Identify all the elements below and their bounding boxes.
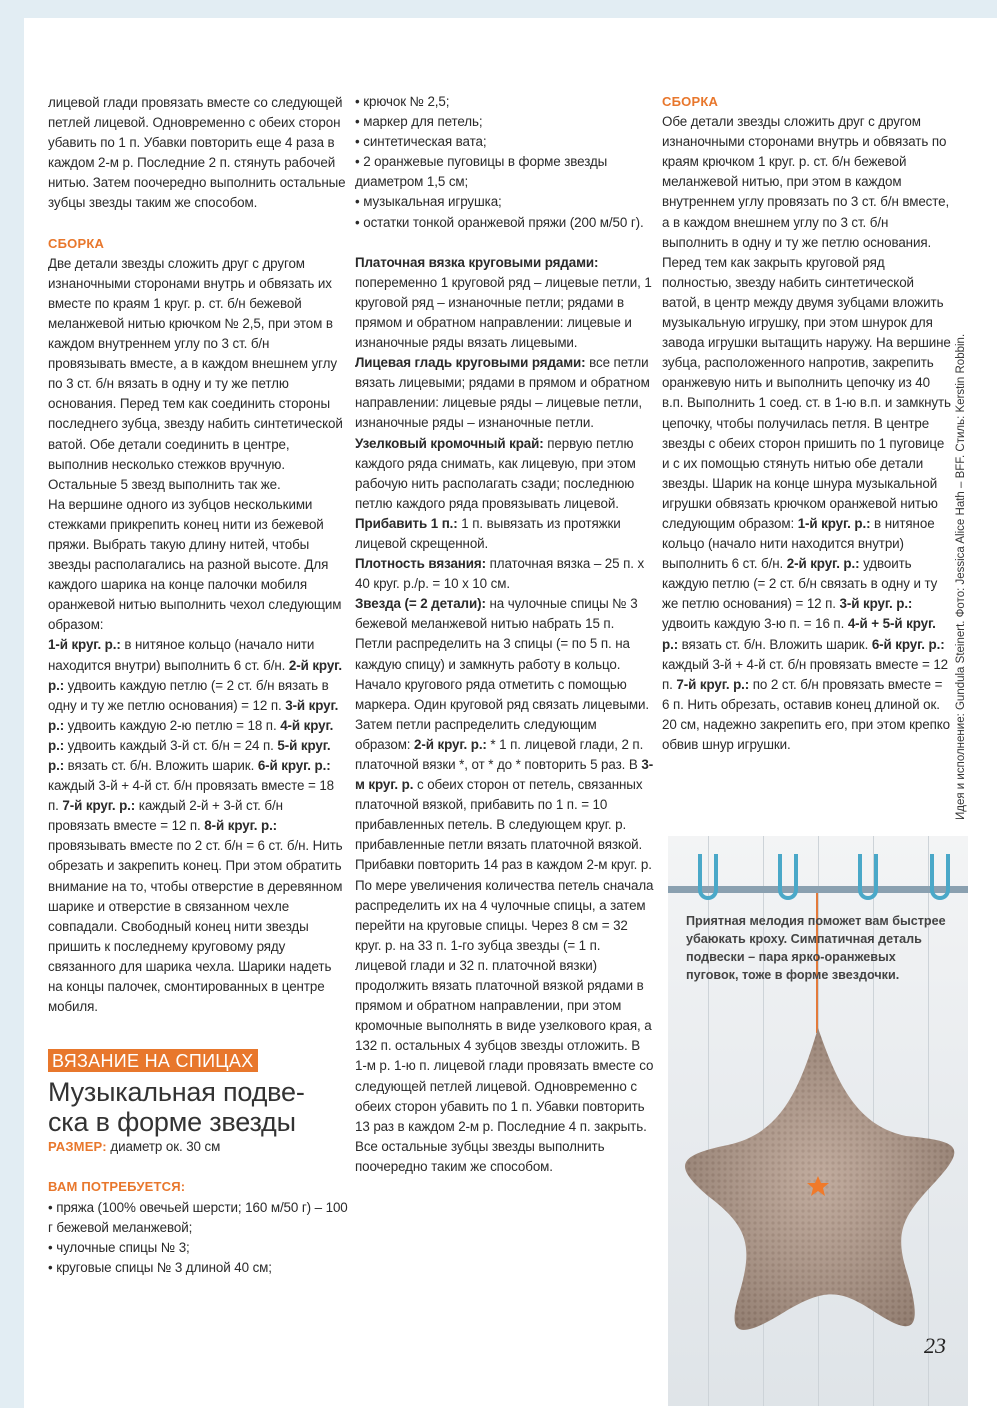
paragraph-rounds: 1-й круг. р.: в нитяное кольцо (начало нити находится внутри) выполнить 6 ст. б/н. 2-й круг. р.: удвоить каждую петлю (= 2 ст. б/н вязать в одну и ту же петлю основания) = 12 п. 3-й круг. р.: удвоить каждую 2-ю петлю = 18 п. 4-й круг. р.: удвоить каждый 3-й ст. б/н = 24 п. 5-й круг. р.: вязать ст. б/н. Вложить шарик. 6-й круг. р.: каждый 3-й + 4-й ст. б/н провязать вместе = 18 п. 7-й круг. р.: каждый 2-й + 3-й ст. б/н провязать вместе = 12 п. 8-й круг. р.: провязывать вместе по 2 ст. б/н = 6 ст. б/н. Нить обрезать и закрепить конец. При этом обратить внимание на то, чтобы отверстие в деревянном шарике и отверстие в связанном чехле совпадали. Свободный конец нити звезды пришить к последнему круговому ряду связанного для шарика чехла. Шарики надеть на концы палочек, смонтированных в центре мобиля. [48, 637, 343, 1015]
paragraph: Две детали звезды сложить друг с другом изнаночными сторонами внутрь и обвязать их вместе по краям 1 круг. р. ст. б/н бежевой меланжевой нитью крючком № 2,5, при этом в каждом внутреннем углу по 3 ст. б/н провязывать вместе, а в каждом внешнем углу по 3 ст. б/н вязать в одну и ту же петлю основания. Перед тем как соединить стороны последнего зубца, звезду набить синтетической ватой. Обе детали соединить в центре, выполнив несколько стежков вручную. Остальные 5 звезд выполнить так же. [48, 255, 343, 492]
page-number: 23 [924, 1333, 946, 1358]
list-item: • 2 оранжевые пуговицы в форме звезды диаметром 1,5 см; [355, 152, 655, 192]
section-heading: СБОРКА [48, 235, 105, 251]
list-item: • круговые спицы № 3 длиной 40 см; [48, 1258, 348, 1278]
column-middle [355, 92, 655, 1177]
list-item: • остатки тонкой оранжевой пряжи (200 м/50 г). [355, 213, 655, 233]
paragraph: Узелковый кромочный край: первую петлю каждого ряда снимать, как лицевую, при этом рабочую нить располагать сзади; последнюю петлю каждого ряда провязывать лицевой. [355, 435, 636, 511]
paragraph: Прибавить 1 п.: 1 п. вывязать из протяжки лицевой скрещенной. [355, 515, 621, 551]
column-left [48, 93, 348, 1278]
paragraph: Лицевая гладь круговыми рядами: все петли вязать лицевыми; рядами в прямом и обратном направлении: лицевые ряды – лицевые петли, изнаночные ряды – изнаночные петли. [355, 355, 650, 431]
list-item: • синтетическая вата; [355, 132, 655, 152]
photo-credits: Идея и исполнение: Gundula Steinert. Фото: Jessica Alice Hath – BFF. Стиль: Kerstin Robbin. [955, 333, 967, 820]
materials-heading: ВАМ ПОТРЕБУЕТСЯ: [48, 1179, 186, 1195]
paragraph: Платочная вязка круговыми рядами: попеременно 1 круговой ряд – лицевые петли, 1 круговой ряд – изнаночные петли; рядами в прямом и обратном направлении: лицевые и изнаночные ряды вязать лицевыми. [355, 254, 652, 351]
list-item: • музыкальная игрушка; [355, 192, 655, 212]
size-line: РАЗМЕР: диаметр ок. 30 см [48, 1139, 221, 1155]
column-right [662, 92, 952, 755]
paragraph: Все остальные зубцы звезды выполнить поочередно таким же способом. [355, 1138, 605, 1174]
category-label: ВЯЗАНИЕ НА СПИЦАХ [48, 1049, 258, 1072]
article-title: Музыкальная подве- ска в форме звезды [48, 1077, 305, 1138]
paragraph: Звезда (= 2 детали): на чулочные спицы № 3 бежевой меланжевой нитью набрать 15 п. Петли распределить на 3 спицы (= по 5 п. на каждую спицу) и замкнуть работу в кольцо. Начало кругового ряда отметить с помощью маркера. Один круговой ряд связать лицевыми. Затем петли распределить следующим образом: 2-й круг. р.: * 1 п. лицевой глади, 2 п. платочной вязки *, от * до * повторить 5 раз. В 3-м круг. р. с обеих сторон от петель, связанных платочной вязкой, прибавить по 1 п. = 10 прибавленных петель. В следующем круг. р. прибавленные петли вязать платочной вязкой. Прибавки повторить 14 раз в каждом 2-м круг. р. По мере увеличения количества петель сначала распределить их на 4 чулочные спицы, а затем перейти на круговые спицы. Через 8 см = 32 круг. р. на 33 п. 1-го зубца звезды (= 1 п. лицевой глади и 32 п. платочной вязки) продолжить вязать платочной вязкой рядами в прямом и обратном направлении, при этом кромочные выполнять в виде узелкового края, а 132 п. остальных 4 зубцов звезды отложить. В 1-м р. 1-ю п. лицевой глади провязать вместе со следующей петлей лицевой. Одновременно с обеих сторон убавить по 1 п. Убавки повторить 13 раз в каждом 2-м р. Последние 4 п. закрыть. [355, 596, 654, 1134]
paragraph: На вершине одного из зубцов несколькими стежками прикрепить конец нити из бежевой пряжи. Выбрать такую длину нитей, чтобы звезды располагались на разной высоте. Для каждого шарика на конце палочки мобиля оранжевой нитью выполнить чехол следующим образом: [48, 496, 342, 633]
list-item: • крючок № 2,5; [355, 92, 655, 112]
photo-caption: Приятная мелодия поможет вам быстрее убаюкать кроху. Симпатичная деталь подвески – пара ярко-оранжевых пуговок, тоже в форме звездочки. [686, 914, 946, 982]
paragraph: Плотность вязания: платочная вязка – 25 п. х 40 круг. р./р. = 10 х 10 см. [355, 556, 645, 592]
section-heading: СБОРКА [662, 94, 719, 109]
list-item: • пряжа (100% овечьей шерсти; 160 м/50 г) – 100 г бежевой меланжевой; [48, 1198, 348, 1238]
list-item: • чулочные спицы № 3; [48, 1238, 348, 1258]
paragraph: лицевой глади провязать вместе со следующей петлей лицевой. Одновременно с обеих сторон убавить по 1 п. Убавки повторить еще 4 раза в каждом 2-м р. Последние 2 п. стянуть рабочей нитью. Затем поочередно выполнить остальные зубцы звезды таким же способом. [48, 95, 346, 211]
list-item: • маркер для петель; [355, 112, 655, 132]
paragraph: Обе детали звезды сложить друг с другом изнаночными сторонами внутрь и обвязать по краям крючком 1 круг. р. ст. б/н бежевой меланжевой нитью, при этом в каждом внутреннем углу провязать по 3 ст. б/н вместе, а в каждом внешнем углу по 3 ст. б/н выполнить в одну и ту же петлю основания. Перед тем как закрыть круговой ряд полностью, звезду набить синтетической ватой, в центр между двумя зубцами вложить музыкальную игрушку, при этом шнурок для завода игрушки вытащить наружу. На вершине зубца, расположенного напротив, закрепить оранжевую нить и выполнить цепочку из 40 в.п. Выполнить 1 соед. ст. в 1-ю в.п. и замкнуть цепочку, чтобы получилась петля. В центре звезды с обеих сторон пришить по 1 пуговице и с их помощью стянуть нитью обе детали звезды. Шарик на конце шнура музыкальной игрушки обвязать крючком оранжевой нитью следующим образом: 1-й круг. р.: в нитяное кольцо (начало нити находится внутри) выполнить 6 ст. б/н. 2-й круг. р.: удвоить каждую петлю (= 2 ст. б/н связать в одну и ту же петлю основания) = 12 п. 3-й круг. р.: удвоить каждую 3-ю п. = 16 п. 4-й + 5-й круг. р.: вязать ст. б/н. Вложить шарик. 6-й круг. р.: каждый 3-й + 4-й ст. б/н провязать вместе = 12 п. 7-й круг. р.: по 2 ст. б/н провязать вместе = 6 п. Нить обрезать, оставив конец длиной ок. 20 см, надежно закрепить его, при этом крепко обвив шнур игрушки. [662, 114, 951, 752]
